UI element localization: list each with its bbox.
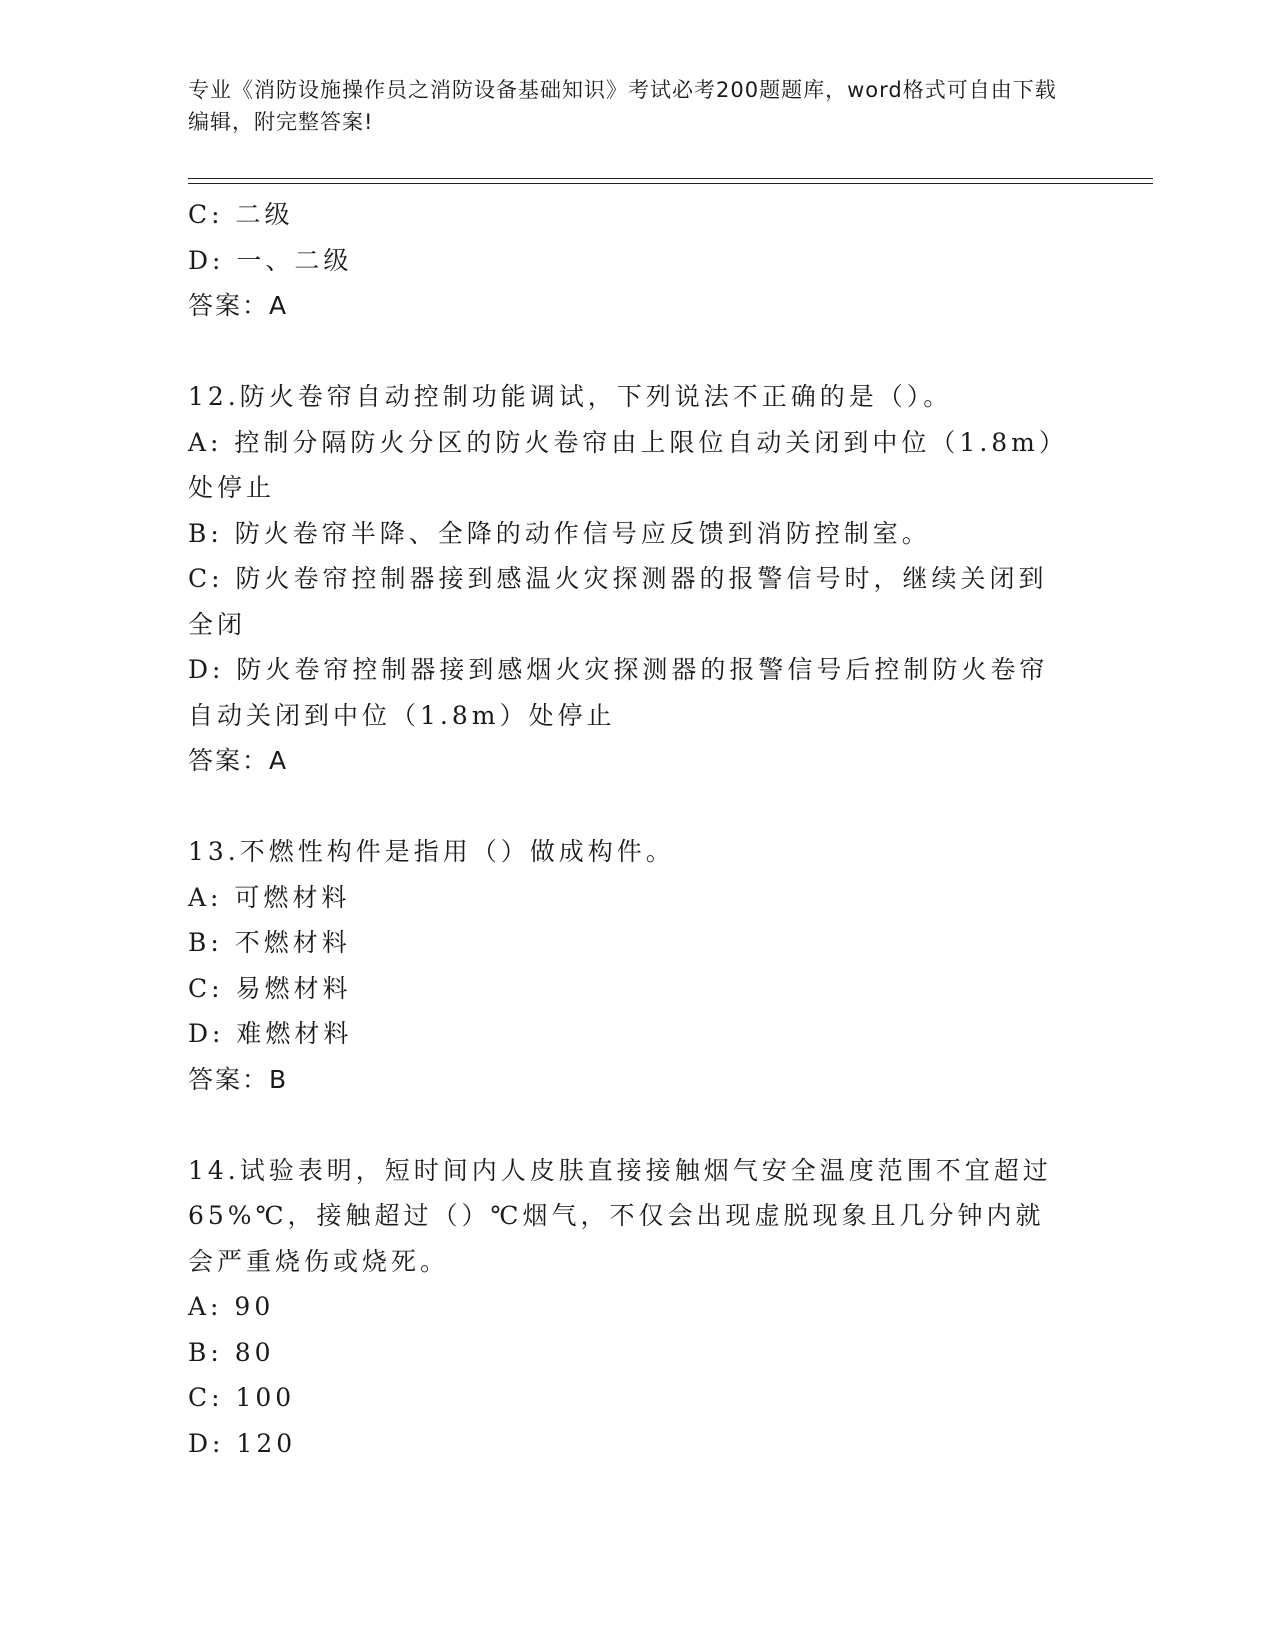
option-a: A: 控制分隔防火分区的防火卷帘由上限位自动关闭到中位（1.8m）处停止 <box>188 427 1068 502</box>
question-stem: 13.不燃性构件是指用（）做成构件。 <box>188 837 675 866</box>
answer-line: 答案：B <box>188 1064 289 1094</box>
option-b: B: 80 <box>188 1337 275 1367</box>
header-divider <box>188 178 1153 179</box>
answer-line: 答案：A <box>188 746 289 775</box>
option-a: A: 可燃材料 <box>188 882 351 912</box>
option-b: B: 不燃材料 <box>188 928 351 957</box>
option-c: C: 防火卷帘控制器接到感温火灾探测器的报警信号时，继续关闭到全闭 <box>188 564 1048 639</box>
option-c: C: 二级 <box>188 200 294 229</box>
header-divider-double <box>188 183 1153 184</box>
option-d: D: 120 <box>188 1428 297 1458</box>
question-stem: 14.试验表明，短时间内人皮肤直接接触烟气安全温度范围不宜超过65%℃，接触超过（）℃烟气，不仅会出现虚脱现象且几分钟内就会严重烧伤或烧死。 <box>188 1155 1052 1276</box>
option-d: D: 防火卷帘控制器接到感烟火灾探测器的报警信号后控制防火卷帘自动关闭到中位（1.8m）处停止 <box>188 655 1049 730</box>
document-header: 专业《消防设施操作员之消防设备基础知识》考试必考200题题库，word格式可自由下载编辑，附完整答案! <box>188 78 1057 134</box>
option-d: D: 难燃材料 <box>188 1019 353 1048</box>
option-b: B: 防火卷帘半降、全降的动作信号应反馈到消防控制室。 <box>188 518 931 548</box>
option-c: C: 易燃材料 <box>188 973 352 1003</box>
answer-line: 答案：A <box>188 291 289 320</box>
question-stem: 12.防火卷帘自动控制功能调试，下列说法不正确的是（）。 <box>188 382 953 411</box>
option-c: C: 100 <box>188 1383 296 1412</box>
option-a: A: 90 <box>188 1292 275 1321</box>
question-content <box>188 192 1068 1466</box>
option-d: D: 一、二级 <box>188 245 353 275</box>
